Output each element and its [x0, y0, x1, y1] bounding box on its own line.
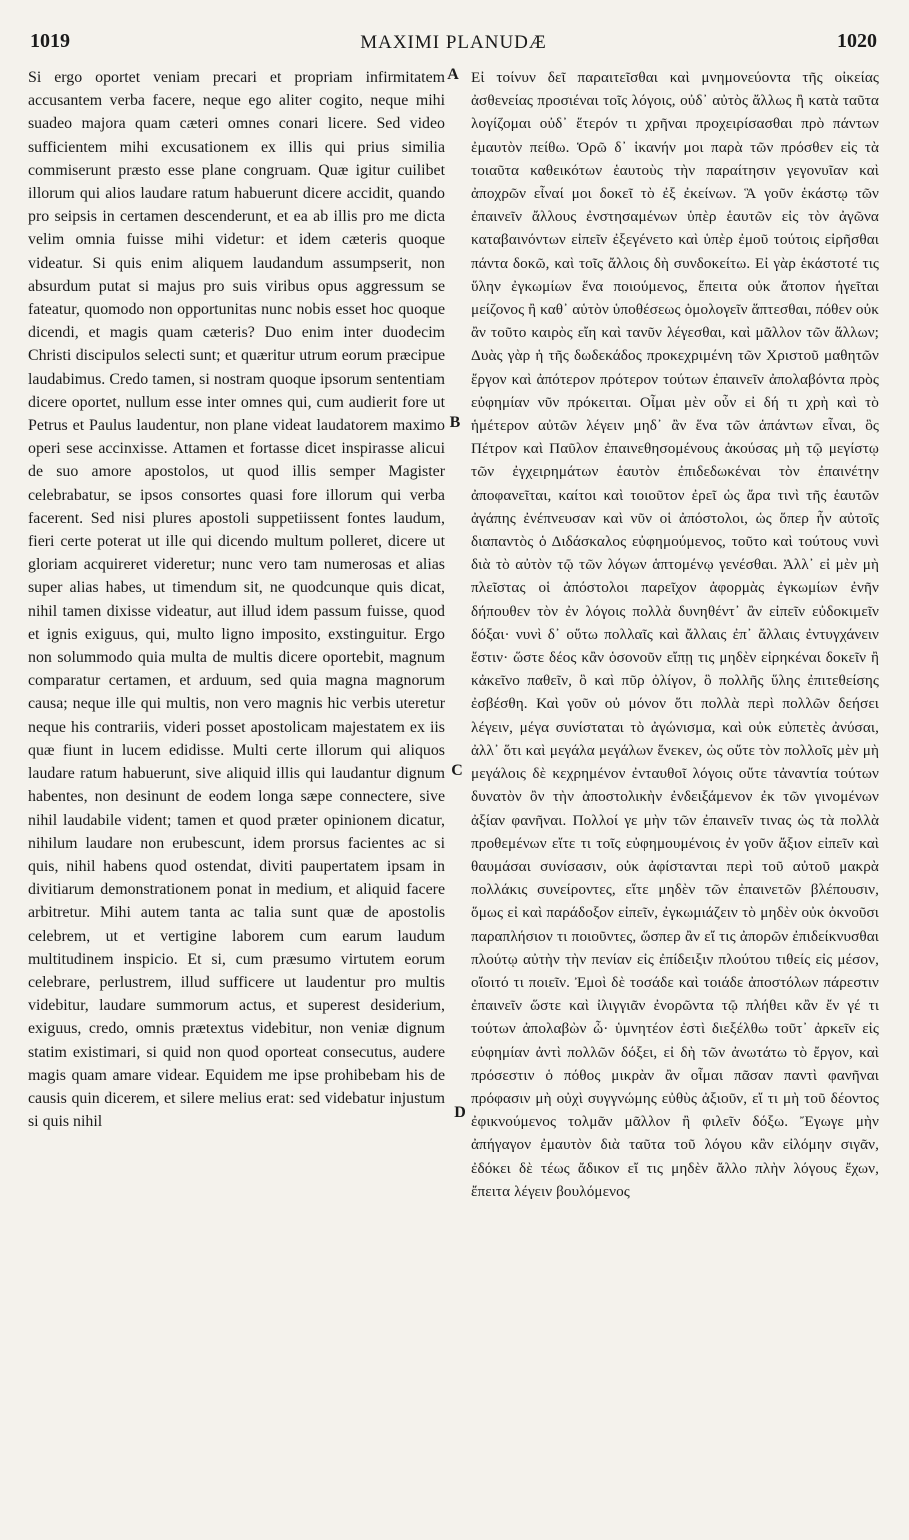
greek-column	[471, 66, 879, 1516]
page-number-left: 1019	[30, 30, 70, 52]
margin-marker-a: A	[447, 66, 459, 83]
margin-marker-b: B	[449, 414, 461, 431]
latin-column	[28, 66, 445, 1516]
greek-text: Εἰ τοίνυν δεῖ παραιτεῖσθαι καὶ μνημονεύοντα τῆς οἰκείας ἀσθενείας προσιέναι τοῖς λόγοις, οὐδ᾽ αὐτὸς ἄλλως ἢ κατὰ ταῦτα λογίζομαι οὐδ᾽ ἕτερόν τι χρῆναι προχειρίσασθαι πρὸ πάντων ἐμαυτὸν πείθω. Ὁρῶ δ᾽ ἱκανήν μοι παρὰ τῶν πρόσθεν εἰς τὰ τοιαῦτα καθεικότων ἑαυτοὺς τὴν παραίτησιν γεγονυῖαν καὶ ἀποχρῶν εἶναί μοι δοκεῖ τὸ ἐξ ἐκείνων. Ἃ γοῦν ἑκάστῳ τῶν ἐπαινεῖν ἄλλους ἐνστησαμένων ὑπὲρ ἑαυτῶν εἰς τὸν ἀγῶνα καταβαινόντων εἰπεῖν ἐξεγένετο καὶ ὑπὲρ ἐμοῦ τούτοις εἰρῆσθαι πάντα δοκῶ, καὶ τοῖς ἄλλοις δὴ συνδοκείτω. Εἰ γὰρ ἑκάστοτέ τις ὕλην ἐγκωμίων ἕνα ποιούμενος, ἔπειτα οὐκ ἄτοπον ἡγεῖται μείζονος ἢ καθ᾽ αὑτὸν ὑποθέσεως ὁμολογεῖν ἅπτεσθαι, πόθεν οὐκ ἂν τοῦτο καιρὸς εἴη καὶ τανῦν λέγεσθαι, καὶ μᾶλλον τῶν ἄλλων; Δυὰς γὰρ ἡ τῆς δωδεκάδος προκεχριμένη τῶν Χριστοῦ μαθητῶν ἔργον καὶ ἀπότερον πρότερον τούτων ἐπαινεῖν ἀπολαβόντα πρὸς εὐφημίαν νῦν πρόκειται. Οἶμαι μὲν οὖν εἰ δή τι χρὴ καὶ τὸ ἡμέτερον αὐτῶν λέγειν μηδ᾽ ἂν ἕνα τῶν ἁπάντων εἶναι, ὃς Πέτρον καὶ Παῦλον ἐπαινεθησομένους ἀκούσας μὴ τῷ μεγίστῳ τῶν ἐγχειρημάτων ἑαυτὸν ἐπιδεδωκέναι τὸν ἐπαινέτην ἀποφανεῖται, καίτοι καὶ τοιοῦτον ἐρεῖ ὡς ἄρα τινὶ τῆς ἑαυτῶν ἀγάπης ἐνέπνευσαν καὶ νῦν οἱ ἀπόστολοι, ὡς ὅπερ ἦν αὐτοῖς διαπαντὸς ὁ Διδάσκαλος εὐφημούμενος, τοῦτο καὶ τούτους νυνὶ διὰ τὸ αὐτὸν τῷ τῶν λόγων ἁπτομένῳ γενέσθαι. Ἀλλ᾽ εἰ μὲν μὴ πλεῖστας οἱ ἀπόστολοι παρεῖχον ἀφορμὰς ἐγκωμίων ἐνῆν δήπουθεν τὸν ἐν λόγοις πολλὰ δυνηθέντ᾽ ἂν εἰπεῖν εὐδοκιμεῖν δόξαι· νυνὶ δ᾽ οὕτω πολλαῖς καὶ ἄλλαις ἐπ᾽ ἄλλαις ἐντυγχάνειν ἔστιν· ὥστε δέος κἂν ὁσονοῦν εἴπῃ τις μηδὲν εἰρηκέναι δοκεῖν ἢ κἀκεῖνο παθεῖν, ὃ καὶ πῦρ ὀλίγον, ὃ πολλῆς ὕλης ἐπιτεθείσης ἐσβέσθη. Καὶ γοῦν οὐ μόνον ὅτι πολλὰ περὶ πολλῶν δεήσει λέγειν, μέγα συνίσταται τὸ ἀγώνισμα, καὶ οὐκ εὐπετὲς ἀνύσαι, ἀλλ᾽ ὅτι καὶ μεγάλα μεγάλων ἕνεκεν, ὡς οὔτε τὸν πολλοῖς μὲν μὴ μεγάλοις δὲ κεχρημένον ἐνταυθοῖ λόγοις οὔτε τἀναντία τούτων δυνατὸν ὂν τὴν ἀποστολικὴν ἐνδειξάμενον ἐκ τῶν γινομένων ἀξίαν φανῆναι. Πολλοί γε μὴν τῶν ἐπαινεῖν τινας ὡς τὰ πολλὰ προθεμένων εἴτε τι τοῖς εὐφημουμένοις ἐν γοῦν ἄξιον εἰπεῖν καὶ θαυμάσαι συνίσασιν, οὐκ ἀφίστανται περὶ τοῦ αὐτοῦ μακρὰ πολλάκις συνείροντες, εἴτε μηδὲν τῶν ἐπαινετῶν βλέπουσιν, ὅμως εἰ καὶ παράδοξον εἰπεῖν, ἐγκωμιάζειν τὸ μηδὲν οὐκ ὀκνοῦσι παραπλήσιον τι ποιοῦντες, ὥσπερ ἂν εἴ τις ἀπορῶν ἐπιδείκνυσθαι πλούτῳ αὐτὴν τὴν πενίαν εἰς ἐπίδειξιν πλούτου τιθείς εἰς μέσον, οἴοιτό τι ποιεῖν. Ἐμοὶ δὲ τοσάδε καὶ τοιάδε ἀποστόλων πάρεστιν ἐπαινεῖν ὥστε καὶ ἰλιγγιᾶν ἐνορῶντα τῷ πλήθει κἂν ἔν γέ τι τούτων ἀπολαβὼν ὦ· ὑμνητέον ἐστὶ διεξέλθω τοῦτ᾽ ἀρκεῖν εἰς εὐφημίαν ἀντὶ πολλῶν δόξει, εἰ δὴ τῶν ἀνωτάτω τὸ ἔργον, καὶ πρόσεστιν ὁ πόθος μικρὰν ἂν οἶμαι πᾶσαν παντὶ φανῆναι πρόφασιν μὴ οὐχὶ συγγνώμης εὐθὺς ἀξιοῦν, εἴ τι μὴ τοῦ δέοντος ἐφικνούμενος τολμᾶν μᾶλλον ἢ φιλεῖν δόξω. Ἔγωγε μὴν ἀπήγαγον ἐμαυτὸν διὰ ταῦτα τοῦ λόγου κἂν εἰλόμην σιγᾶν, ἐδόκει δὲ τέως ἄδικον εἴ τις μηδὲν ἄλλο πλὴν λόγους ἔχων, ἔπειτα λέγειν βουλόμενος	[471, 69, 879, 1200]
margin-marker-d: D	[454, 1104, 466, 1121]
running-title: MAXIMI PLANUDÆ	[360, 32, 547, 53]
margin-marker-c: C	[451, 762, 463, 779]
page-header	[30, 30, 877, 64]
page-number-right: 1020	[837, 30, 877, 52]
latin-text: Si ergo oportet veniam precari et propriam infirmitatem accusantem verba facere, neque ego aliter cogito, neque mihi suadeo majora quam cæteri omnes conari licere. Sed video sufficientem mihi excusationem ex illis qui prius similia commiserunt præsto esse plane congruam. Quæ igitur cuilibet illorum qui alios laudare ratum habuerunt dicere accidit, quando pro seipsis in certamen descenderunt, et ea ab illis pro me dicta velim omnia fuisse mihi videtur: et idem cæteris quoque videatur. Si quis enim aliquem laudandum assumpserit, non absurdum putat si majus pro suis viribus opus aggressum se fateatur, quomodo non opportunitas nunc nobis esset hoc quoque dicendi, et magis quam cæteris? Duo enim inter duodecim Christi discipulos selecti sunt; et quæritur utrum eorum præcipue laudabimus. Credo tamen, si nostram quoque ipsorum sententiam dicere oportet, nullum esse inter omnes qui, cum audierit fore ut Petrus et Paulus laudentur, non plane videat laudatorem maximo operi sese accinxisse. Attamen et fortasse dicet inspirasse alicui de suo amore apostolos, ut quod illis semper Magister celebrabatur, se ipsos consortes quasi fore illorum qui verba facerent. Sed nisi plures apostoli suppetiissent fontes laudum, fieri certe poterat ut ille qui dicendo multum polleret, dicere ut gloriam acquireret videretur; nunc vero tam numerosas et alias super alias habes, ut timendum sit, ne quodcunque quis dicat, nihil tamen dixisse videatur, aut illud idem passum fuisse, quod et ignis exiguus, qui, multo ligno imposito, exstinguitur. Ergo non solummodo quia multa de multis dicere oportebit, magnum comparatur certamen, et arduum, sed quia magna magnorum causa; neque ille qui multis, non vero magnis hic verbis uteretur neque his contrariis, videri posset apostolicam majestatem ex iis quæ fiunt in lucem edidisse. Multi certe illorum qui aliquos laudare ratum habuerunt, sive aliquid illis qui laudantur dignum habentes, non desinunt de eodem longa sæpe connectere, sive nihil laudabile vident; tamen et quod præter opinionem dicatur, nihilum laudare non erubescunt, idem prorsus facientes ac si quis, nihil habens quod ostendat, diviti paupertatem ipsam in divitiarum demonstrationem ponat in medium, et aliquid facere arbitretur. Mihi autem tanta ac talia sunt quæ de apostolis celebrem, ut et vertigine laborem cum earum laudum multitudinem inspicio. Et si, cum præsumo virtutem eorum celebrare, perlustrem, illud sufficere ut laudentur pro multis videbitur, laudare summorum actus, et superest desiderium, exiguus, credo, omnis prætextus videbitur, non veniæ dignum statim existimari, si quid non quod oporteat consecutus, audere magis quam amare videar. Equidem me ipse prohibebam his de causis quin dicerem, et silere melius erat: sed videbatur injustum si quis nihil	[28, 69, 445, 1131]
